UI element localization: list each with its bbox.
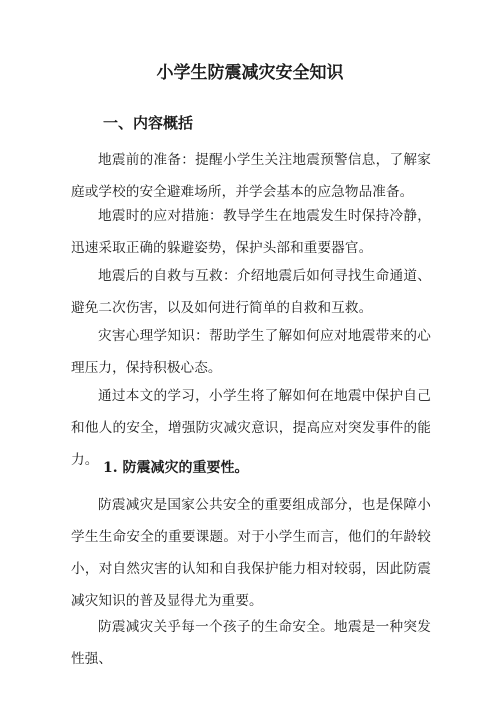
paragraph-summary: 通过本文的学习，小学生将了解如何在地震中保护自己和他人的安全，增强防灾减灾意识，提高应对突发事件的能力。 <box>71 388 431 468</box>
paragraph-life-safety: 防震减灾关乎每一个孩子的生命安全。地震是一种突发性强、 <box>71 619 431 667</box>
paragraph-rescue: 地震后的自救与互救：介绍地震后如何寻找生命通道、避免二次伤害，以及如何进行简单的自救和互救。 <box>71 268 431 316</box>
paragraph-importance: 防震减灾是国家公共安全的重要组成部分，也是保障小学生生命安全的重要课题。对于小学生而言，他们的年龄较小，对自然灾害的认知和自我保护能力相对较弱，因此防震减灾知识的普及显得尤为重要。 <box>71 497 431 609</box>
section-heading-overview: 一、内容概括 <box>103 114 194 132</box>
paragraph-preparation: 地震前的准备：提醒小学生关注地震预警信息，了解家庭或学校的安全避难场所，并学会基本的应急物品准备。 <box>71 152 431 200</box>
document-title: 小学生防震减灾安全知识 <box>156 63 344 83</box>
section-heading-importance: 1. 防震减灾的重要性。 <box>103 460 249 476</box>
paragraph-response: 地震时的应对措施：教导学生在地震发生时保持冷静，迅速采取正确的躲避姿势，保护头部和重要器官。 <box>71 208 431 256</box>
paragraph-psychology: 灾害心理学知识：帮助学生了解如何应对地震带来的心理压力，保持积极心态。 <box>71 328 431 376</box>
